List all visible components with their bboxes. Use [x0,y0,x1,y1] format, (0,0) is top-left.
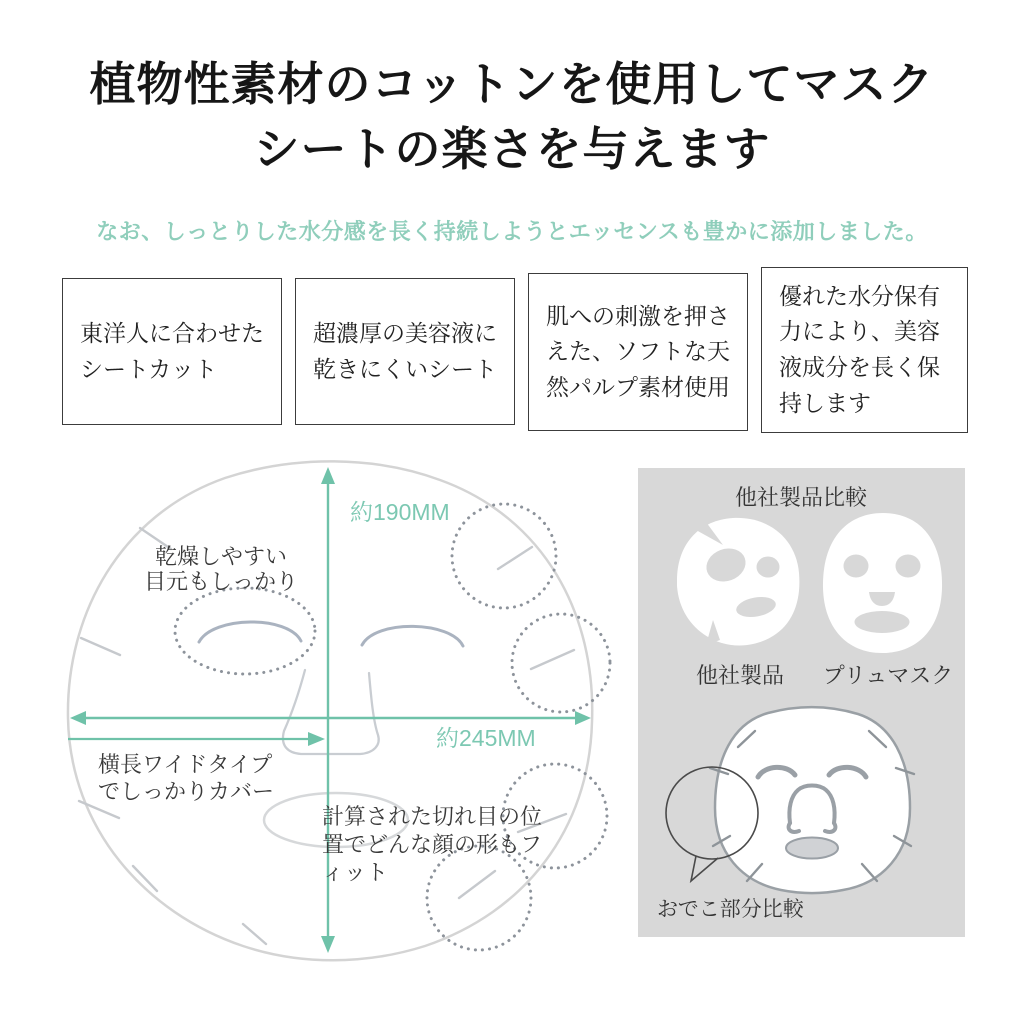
comparison-graphics [638,468,965,937]
face-with-mask [666,707,914,893]
other-mask-right-eye [757,557,780,578]
feature-line: えた、ソフトな天 [546,338,730,365]
cut-note-line3: ィット [322,860,389,885]
face-mouth [786,838,838,859]
eye-note-line2: 目元もしっかり [143,569,299,594]
cut-note-line1: 計算された切れ目の位 [322,804,543,829]
feature-line: 液成分を長く保 [779,354,940,380]
face-outline [715,707,910,893]
our-mask-left-eye [844,555,869,578]
wide-note-line2: でしっかりカバー [98,779,275,804]
feature-line: 然パルプ素材使用 [546,373,730,400]
height-measure-label: 約190MM [350,499,450,525]
page-title-line1: 植物性素材のコットンを使用してマスク [89,58,935,110]
page-subtitle: なお、しっとりした水分感を長く持続しようとエッセンスも豊かに添加しました。 [96,219,928,244]
our-mask-right-eye [896,555,921,578]
comparison-panel [638,468,965,937]
our-mask-mouth [855,611,910,633]
our-product-label: プリュマスク [822,663,954,688]
feature-line: シートカット [80,355,218,382]
feature-box-moisture [761,267,968,433]
other-company-label: 他社製品 [695,663,785,688]
mask-outline [68,461,592,960]
width-measure-label: 約245MM [436,725,536,751]
eye-note-line1: 乾燥しやすい [154,544,288,569]
feature-line: 肌への刺激を押さ [546,302,730,329]
page-title-line2: シートの楽さを与えます [253,123,771,176]
cut-note-line2: 置でどんな顔の形もフ [322,832,543,857]
feature-text [779,279,940,422]
other-mask-shape [677,518,799,646]
feature-line: 力により、美容 [779,318,940,345]
feature-line: 東洋人に合わせた [80,319,264,346]
comparison-title: 他社製品比較 [734,485,868,510]
feature-line: 優れた水分保有 [779,282,940,309]
feature-line: 持します [779,389,871,416]
wide-note-line1: 横長ワイドタイプ [98,752,273,777]
our-mask [823,513,942,653]
forehead-comparison-label: おでこ部分比較 [657,898,804,921]
other-company-mask [677,518,799,646]
feature-line: 乾きにくいシート [313,355,497,382]
feature-line: 超濃厚の美容液に [313,319,497,346]
